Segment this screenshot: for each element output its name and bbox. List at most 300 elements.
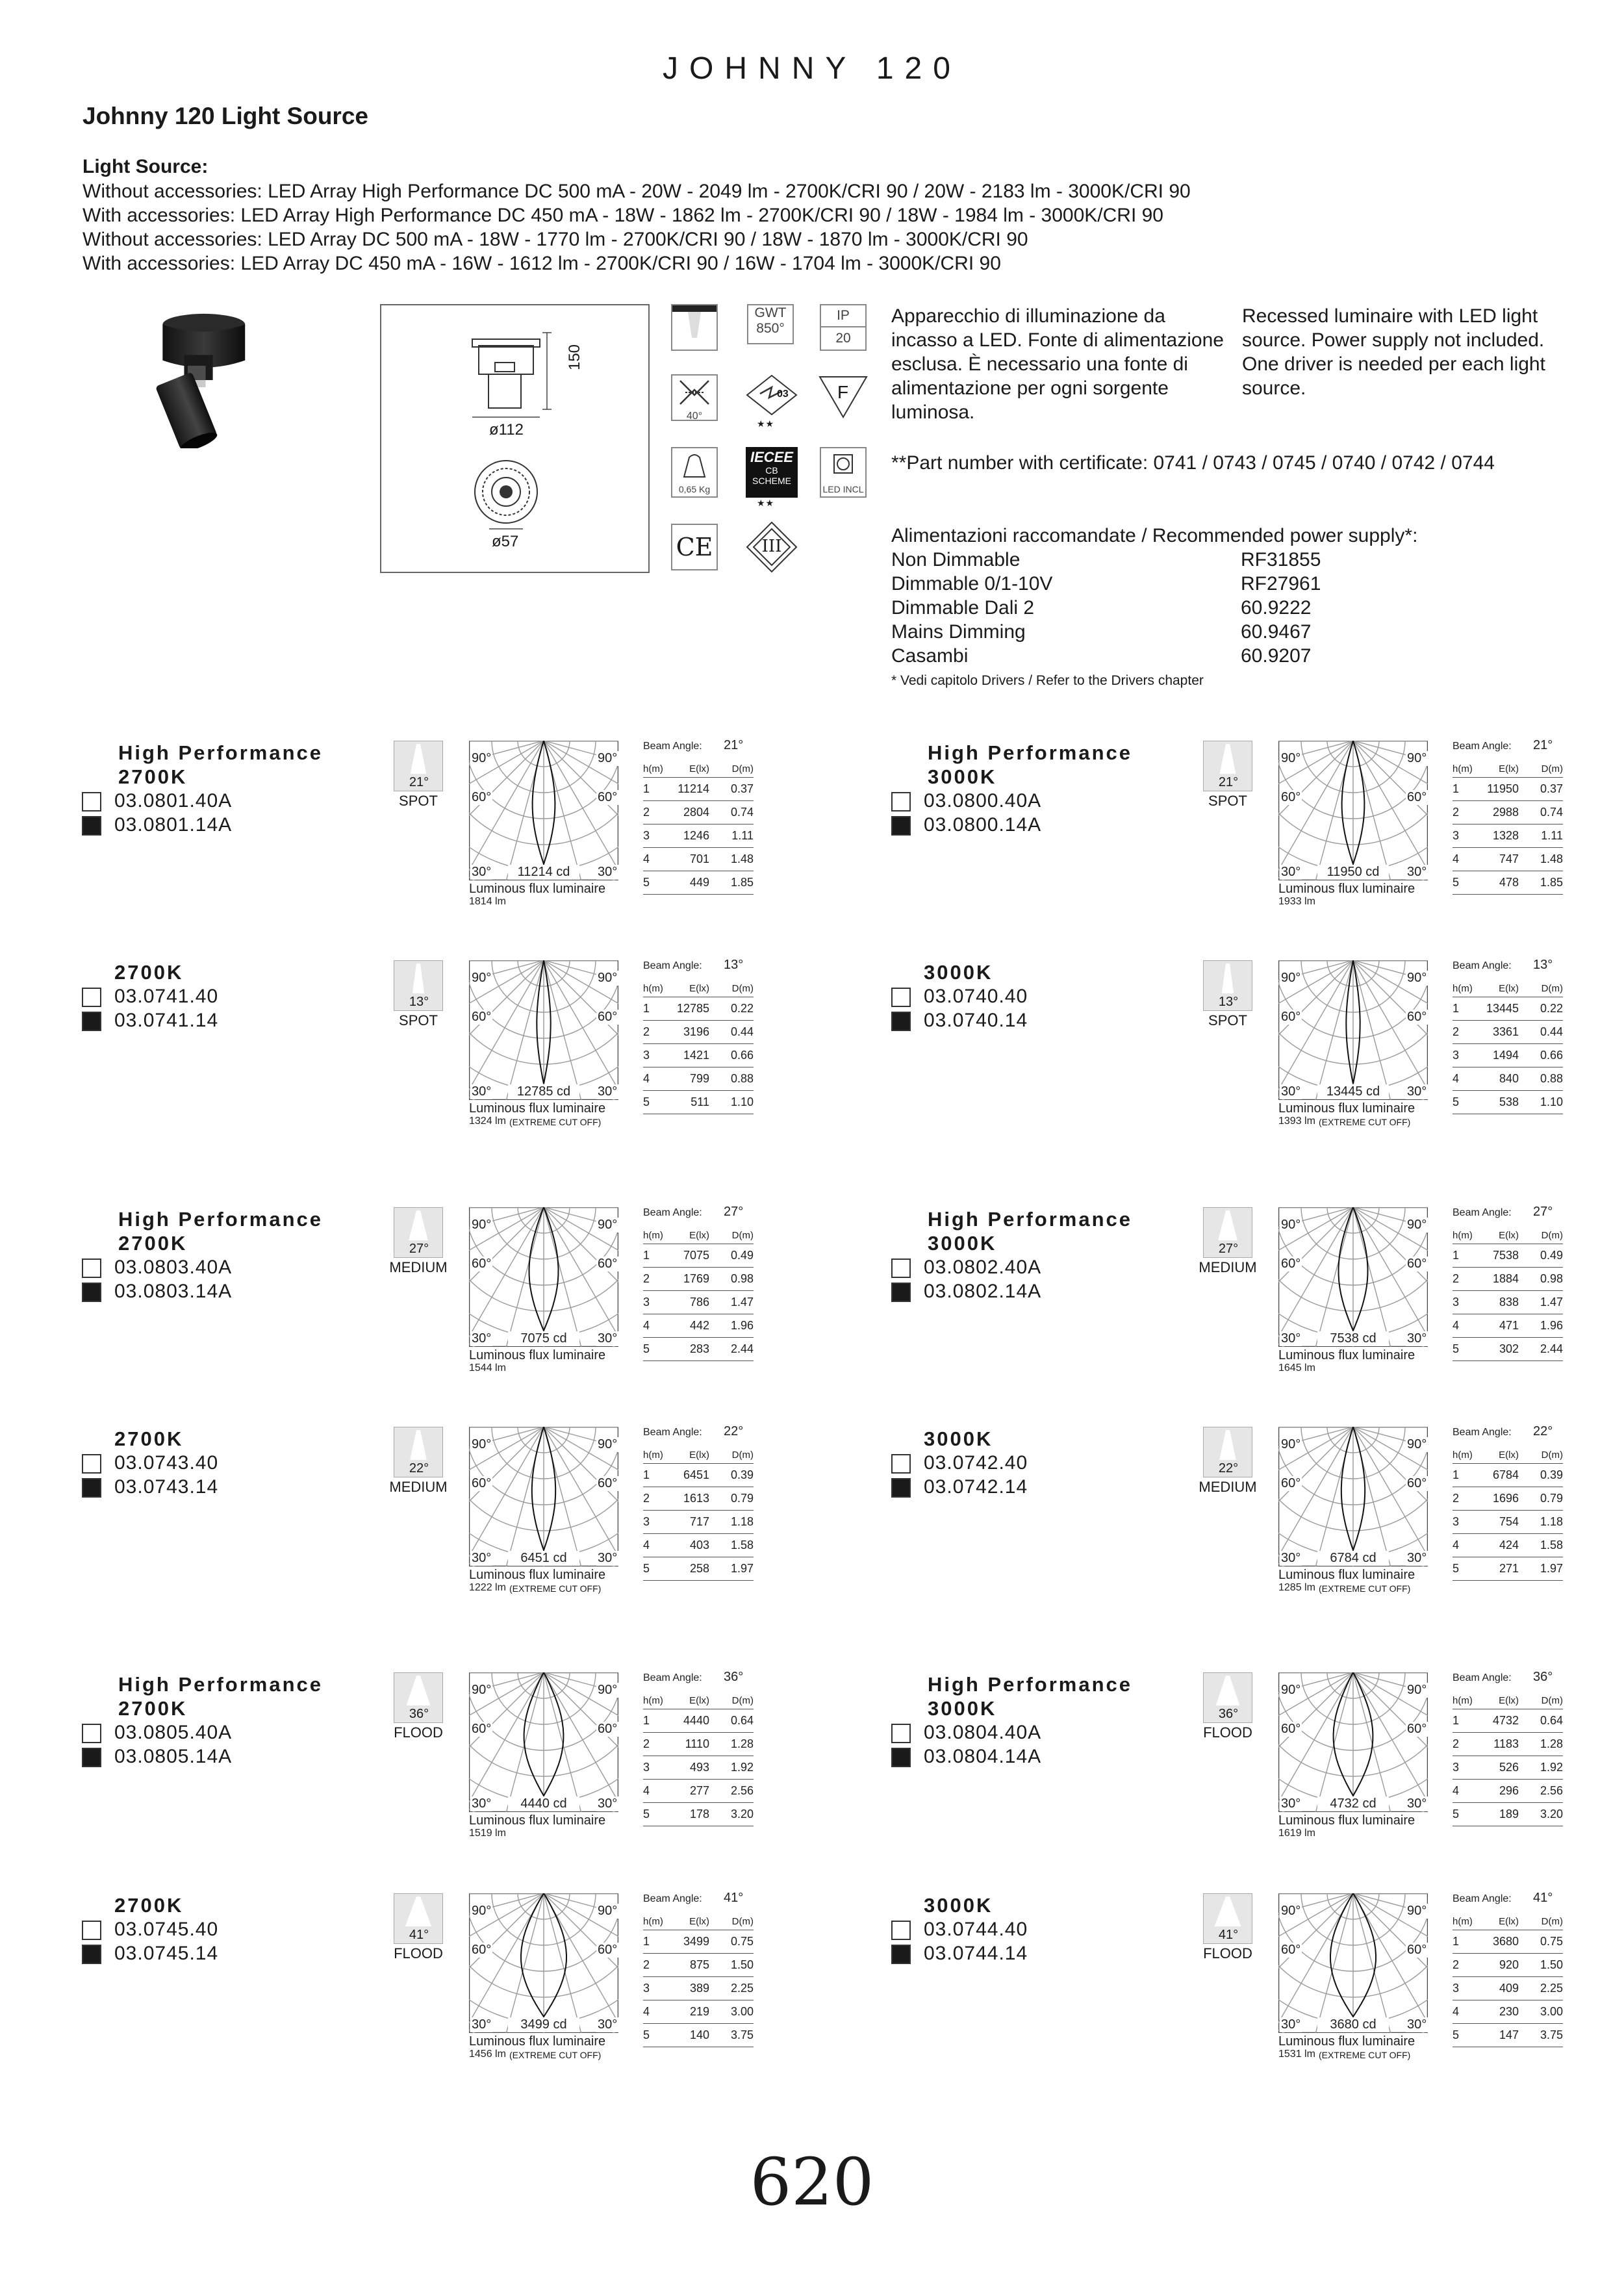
diameter-cell: 1.47 [1540, 1296, 1563, 1309]
diameter-cell: 1.28 [1540, 1737, 1563, 1750]
e-column-header: E(lx) [689, 1915, 709, 1927]
angle-label-60-left: 60° [1281, 1257, 1301, 1271]
diameter-cell: 3.00 [730, 2005, 754, 2018]
table-header-row [643, 1913, 754, 1930]
peak-intensity: 7538 cd [1317, 1331, 1389, 1346]
iecee-text: IECEE [750, 449, 794, 465]
product-code-black: 03.0741.14 [114, 1010, 219, 1031]
peak-intensity: 4732 cd [1317, 1796, 1389, 1811]
illuminance-cell: 7075 [683, 1249, 709, 1262]
beam-type-label: FLOOD [394, 1724, 443, 1741]
beam-angle-value: 21° [409, 775, 429, 789]
height-cell: 5 [643, 1808, 650, 1820]
diameter-cell: 0.44 [730, 1025, 754, 1038]
illuminance-cell: 11214 [678, 782, 709, 795]
angle-label-60-left: 60° [472, 1943, 492, 1957]
illuminance-cell: 538 [1499, 1095, 1519, 1108]
beam-icon [671, 304, 718, 351]
product-block [0, 1893, 812, 2114]
stars-mark: ★★ [757, 418, 775, 429]
illuminance-cell: 1110 [685, 1737, 709, 1750]
diameter-cell: 1.97 [1540, 1562, 1563, 1575]
illuminance-cell: 511 [691, 1095, 709, 1108]
luminous-flux-label: Luminous flux luminaire [469, 2034, 606, 2049]
table-row [643, 1021, 754, 1044]
beam-cone-icon [1204, 1208, 1252, 1242]
d-column-header: D(m) [731, 1915, 754, 1927]
illuminance-cell: 12785 [676, 1002, 709, 1015]
color-temperature: 2700K [118, 1697, 188, 1720]
table-row [1453, 824, 1563, 848]
illuminance-cell: 147 [1499, 2028, 1519, 2041]
table-row [643, 1291, 754, 1314]
angle-label-30-left: 30° [1281, 865, 1301, 879]
iecee-scheme: SCHEME [752, 476, 791, 486]
illuminance-cell: 11950 [1487, 782, 1519, 795]
table-header-row [643, 1446, 754, 1464]
beam-shape-icon [1203, 960, 1252, 1011]
black-finish-swatch [891, 1283, 911, 1302]
table-row [643, 1756, 754, 1780]
black-finish-swatch [891, 816, 911, 836]
color-temperature: 3000K [928, 1232, 997, 1255]
description-italian: Apparecchio di illuminazione da incasso a LED. Fonte di alimentazione esclusa. È necessario una fonte di alimentazione per ogni sorgente luminosa. [891, 305, 1224, 423]
diameter-cell: 0.22 [730, 1002, 754, 1015]
d-column-header: D(m) [731, 1694, 754, 1706]
peak-intensity: 6451 cd [508, 1551, 579, 1566]
luminous-flux-label: Luminous flux luminaire [469, 882, 606, 896]
photometric-table [643, 1227, 754, 1361]
beam-angle-value: 22° [1218, 1461, 1239, 1476]
beam-angle-table-value: 36° [1533, 1670, 1553, 1684]
power-name: Dimmable 0/1-10V [891, 573, 1053, 594]
table-row [1453, 2000, 1563, 2024]
luminous-flux-label: Luminous flux luminaire [469, 1568, 606, 1582]
power-code: RF27961 [1241, 573, 1321, 594]
h-column-header: h(m) [1453, 1694, 1473, 1706]
illuminance-cell: 449 [689, 876, 709, 889]
angle-label-30-left: 30° [472, 1796, 492, 1811]
product-code-black: 03.0802.14A [924, 1281, 1042, 1302]
product-block [0, 960, 812, 1181]
illuminance-cell: 786 [689, 1296, 709, 1309]
color-temperature: 3000K [924, 961, 993, 984]
beam-angle-table-value: 41° [724, 1891, 744, 1905]
black-finish-swatch [82, 816, 101, 836]
angle-label-30-right: 30° [598, 1084, 618, 1099]
luminous-flux-label: Luminous flux luminaire [1278, 1568, 1415, 1582]
angle-label-60-right: 60° [1407, 1722, 1427, 1736]
angle-label-90-left: 90° [1281, 1218, 1301, 1232]
photometric-table [643, 760, 754, 895]
photometric-table [643, 1692, 754, 1826]
beam-shape-icon [394, 960, 443, 1011]
angle-label-30-left: 30° [1281, 1551, 1301, 1565]
height-cell: 3 [643, 1296, 650, 1309]
extreme-cut-off: (EXTREME CUT OFF) [509, 2050, 602, 2060]
iecee-logo [746, 447, 798, 498]
table-row [643, 1930, 754, 1954]
height-cell: 1 [1453, 782, 1460, 795]
height-cell: 5 [643, 1342, 650, 1355]
product-block [0, 1424, 812, 1648]
light-source-line: With accessories: LED Array High Performance DC 450 mA - 18W - 1862 lm - 2700K/CRI 90 / 18W - 1984 lm - 3000K/CRI 90 [82, 205, 1163, 226]
luminous-flux-value: 1645 lm [1278, 1362, 1315, 1373]
angle-label-90-left: 90° [472, 1218, 492, 1232]
product-code-white: 03.0804.40A [924, 1722, 1042, 1743]
angle-label-30-left: 30° [472, 1084, 492, 1099]
beam-cone-icon [1204, 961, 1252, 995]
table-row [643, 801, 754, 824]
table-row [1453, 1464, 1563, 1487]
table-row [1453, 1709, 1563, 1733]
f-mark-icon [817, 374, 869, 421]
diameter-cell: 3.20 [1540, 1808, 1563, 1820]
illuminance-cell: 840 [1499, 1072, 1519, 1085]
gwt-value: 850° [756, 321, 785, 336]
angle-label-30-right: 30° [1407, 2017, 1427, 2032]
beam-angle-table-value: 21° [1533, 738, 1553, 752]
diameter-cell: 0.98 [730, 1272, 754, 1285]
angle-label-60-left: 60° [1281, 1722, 1301, 1736]
angle-label-30-left: 30° [472, 865, 492, 879]
ce-mark-icon [671, 524, 718, 570]
h-column-header: h(m) [643, 1694, 663, 1706]
height-cell: 2 [1453, 1025, 1460, 1038]
beam-angle-label: Beam Angle: [1453, 1893, 1512, 1904]
h-column-header: h(m) [1453, 1915, 1473, 1927]
angle-label-90-left: 90° [1281, 751, 1301, 765]
diameter-cell: 1.47 [730, 1296, 754, 1309]
ip-rating-icon [820, 304, 867, 351]
beam-angle-table-value: 27° [1533, 1205, 1553, 1219]
table-row [1453, 1557, 1563, 1581]
beam-cone-shape [405, 1897, 432, 1926]
luminous-flux-value: 1285 lm [1278, 1582, 1315, 1593]
table-row [1453, 1733, 1563, 1756]
angle-label-60-left: 60° [472, 1476, 492, 1490]
black-finish-swatch [82, 1748, 101, 1767]
brand-title: JOHNNY 120 [663, 51, 961, 86]
beam-angle-label: Beam Angle: [643, 960, 702, 971]
led-incl-label: LED INCL [822, 484, 864, 494]
diameter-cell: 1.85 [730, 876, 754, 889]
top-diameter: ø112 [489, 421, 524, 439]
luminous-flux-value: 1544 lm [469, 1362, 506, 1373]
angle-label-60-right: 60° [598, 1476, 618, 1490]
beam-cone-icon [394, 1208, 442, 1242]
luminous-flux-value: 1519 lm [469, 1828, 506, 1839]
d-column-header: D(m) [1541, 1694, 1563, 1706]
diameter-cell: 3.20 [730, 1808, 754, 1820]
angle-label-60-left: 60° [1281, 1010, 1301, 1024]
d-column-header: D(m) [1541, 982, 1563, 994]
table-row [643, 1244, 754, 1268]
luminous-flux-label: Luminous flux luminaire [1278, 2034, 1415, 2049]
table-row [643, 1709, 754, 1733]
illuminance-cell: 296 [1499, 1784, 1519, 1797]
beam-cone-shape [1220, 744, 1236, 774]
table-header-row [643, 1692, 754, 1709]
height-cell: 3 [643, 1982, 650, 1995]
peak-intensity: 3499 cd [508, 2017, 579, 2032]
beam-shape-icon [1203, 1893, 1252, 1944]
height-cell: 1 [1453, 1468, 1460, 1481]
height-cell: 4 [643, 1539, 650, 1552]
height-cell: 4 [643, 852, 650, 865]
height-cell: 1 [1453, 1935, 1460, 1948]
height-cell: 2 [643, 1492, 650, 1505]
beam-cone-icon [1204, 741, 1252, 775]
e-column-header: E(lx) [689, 982, 709, 994]
diameter-cell: 1.85 [1540, 876, 1563, 889]
product-code-black: 03.0805.14A [114, 1746, 233, 1767]
angle-label-60-left: 60° [1281, 790, 1301, 804]
table-row [643, 2024, 754, 2047]
illuminance-cell: 424 [1499, 1539, 1519, 1552]
table-row [1453, 1930, 1563, 1954]
table-row [1453, 1780, 1563, 1803]
white-finish-swatch [891, 1258, 911, 1278]
photometric-table [1453, 1692, 1563, 1826]
angle-label-30-left: 30° [1281, 1796, 1301, 1811]
table-row [643, 848, 754, 871]
angle-label-90-right: 90° [1407, 1218, 1427, 1232]
angle-label-60-left: 60° [472, 1722, 492, 1736]
illuminance-cell: 478 [1499, 876, 1519, 889]
product-code-black: 03.0803.14A [114, 1281, 233, 1302]
height-cell: 3 [1453, 829, 1460, 842]
illuminance-cell: 471 [1499, 1319, 1519, 1332]
table-row [643, 2000, 754, 2024]
diameter-cell: 0.74 [730, 806, 754, 819]
photometric-table [1453, 1913, 1563, 2047]
color-temperature: 2700K [114, 1894, 184, 1917]
beam-angle-value: 21° [1218, 775, 1239, 789]
illuminance-cell: 258 [689, 1562, 709, 1575]
beam-angle-label: Beam Angle: [1453, 741, 1512, 752]
angle-label-90-right: 90° [1407, 751, 1427, 765]
illuminance-cell: 13445 [1486, 1002, 1519, 1015]
product-code-white: 03.0740.40 [924, 986, 1028, 1007]
d-column-header: D(m) [731, 763, 754, 774]
diameter-cell: 0.64 [1540, 1714, 1563, 1727]
diameter-cell: 1.18 [1540, 1515, 1563, 1528]
angle-label-90-left: 90° [1281, 971, 1301, 985]
product-photo [143, 312, 247, 448]
table-row [1453, 1977, 1563, 2000]
table-row [1453, 801, 1563, 824]
angle-label-90-left: 90° [1281, 1437, 1301, 1451]
illuminance-cell: 1246 [683, 829, 709, 842]
h-column-header: h(m) [643, 1915, 663, 1927]
beam-cone-icon [394, 961, 442, 995]
illuminance-cell: 799 [689, 1072, 709, 1085]
class-iii-icon [746, 521, 798, 573]
product-block [809, 1893, 1621, 2114]
diameter-cell: 0.44 [1540, 1025, 1563, 1038]
height-cell: 3 [1453, 1515, 1460, 1528]
beam-type-label: SPOT [399, 793, 438, 809]
photometric-table [643, 1446, 754, 1581]
photometric-table [1453, 1446, 1563, 1581]
angle-label-30-right: 30° [598, 2017, 618, 2032]
angle-value: 40° [686, 411, 703, 422]
product-code-white: 03.0801.40A [114, 790, 233, 811]
height-cell: 2 [643, 1958, 650, 1971]
diameter-cell: 0.22 [1540, 1002, 1563, 1015]
angle-label-90-right: 90° [1407, 1683, 1427, 1697]
angle-label-90-left: 90° [472, 1904, 492, 1918]
illuminance-cell: 409 [1499, 1982, 1519, 1995]
height-cell: 3 [1453, 1049, 1460, 1062]
diameter-cell: 0.88 [730, 1072, 754, 1085]
black-finish-swatch [891, 1478, 911, 1498]
power-code: RF31855 [1241, 549, 1321, 570]
beam-cone-shape [1215, 1897, 1241, 1926]
beam-cone-shape [412, 964, 424, 993]
diameter-cell: 0.79 [1540, 1492, 1563, 1505]
beam-angle-value: 22° [409, 1461, 429, 1476]
product-code-white: 03.0800.40A [924, 790, 1042, 811]
table-row [643, 1733, 754, 1756]
illuminance-cell: 4440 [683, 1714, 709, 1727]
illuminance-cell: 6451 [683, 1468, 709, 1481]
diameter-cell: 0.49 [1540, 1249, 1563, 1262]
diameter-cell: 1.11 [1541, 829, 1563, 842]
white-finish-swatch [82, 1454, 101, 1474]
height-cell: 5 [1453, 2028, 1460, 2041]
luminous-flux-label: Luminous flux luminaire [469, 1101, 606, 1116]
diameter-cell: 1.18 [730, 1515, 754, 1528]
beam-type-label: FLOOD [1203, 1945, 1252, 1961]
angle-label-90-right: 90° [598, 971, 618, 985]
beam-type-label: SPOT [1208, 793, 1247, 809]
luminous-flux-value: 1222 lm [469, 1582, 506, 1593]
height-cell: 1 [643, 1249, 650, 1262]
beam-cone-shape [410, 1430, 427, 1460]
high-performance-label: High Performance [928, 1208, 1133, 1231]
diameter-cell: 2.56 [730, 1784, 754, 1797]
beam-shape-icon [394, 1427, 443, 1477]
e-column-header: E(lx) [1499, 1915, 1519, 1927]
beam-angle-table-value: 21° [724, 738, 744, 752]
beam-shape-icon [1203, 1207, 1252, 1258]
illuminance-cell: 277 [689, 1784, 709, 1797]
illuminance-cell: 920 [1499, 1958, 1519, 1971]
luminous-flux-value: 1619 lm [1278, 1828, 1315, 1839]
light-source-line: Without accessories: LED Array High Performance DC 500 mA - 20W - 2049 lm - 2700K/CRI 90 / 20W - 2183 lm - 3000K/CRI 90 [82, 181, 1191, 202]
illuminance-cell: 230 [1499, 2005, 1519, 2018]
angle-label-90-right: 90° [598, 1218, 618, 1232]
illuminance-cell: 7538 [1492, 1249, 1519, 1262]
illuminance-cell: 189 [1499, 1808, 1519, 1820]
high-performance-label: High Performance [928, 1673, 1133, 1696]
height-cell: 3 [643, 1049, 650, 1062]
table-row [643, 1534, 754, 1557]
white-finish-swatch [82, 1921, 101, 1940]
beam-angle-label: Beam Angle: [643, 1672, 702, 1683]
technical-drawing-box [380, 304, 650, 573]
peak-intensity: 3680 cd [1317, 2017, 1389, 2032]
color-temperature: 2700K [114, 961, 184, 984]
led-included-icon [820, 447, 867, 498]
e-column-header: E(lx) [1499, 1694, 1519, 1706]
illuminance-cell: 283 [689, 1342, 709, 1355]
weight-icon [671, 447, 718, 498]
diameter-cell: 3.75 [730, 2028, 754, 2041]
table-row [1453, 1534, 1563, 1557]
illuminance-cell: 2804 [683, 806, 709, 819]
beam-cone-icon [1204, 1673, 1252, 1707]
illuminance-cell: 442 [689, 1319, 709, 1332]
illuminance-cell: 754 [1499, 1515, 1519, 1528]
beam-cone-icon [1204, 1894, 1252, 1928]
height-cell: 2 [1453, 1272, 1460, 1285]
height-cell: 5 [1453, 1562, 1460, 1575]
table-row [643, 871, 754, 895]
table-row [1453, 1511, 1563, 1534]
color-temperature: 3000K [924, 1427, 993, 1450]
beam-shape-icon [394, 741, 443, 791]
diameter-cell: 0.88 [1540, 1072, 1563, 1085]
color-temperature: 3000K [928, 1697, 997, 1720]
high-performance-label: High Performance [118, 1673, 324, 1696]
photometric-table [1453, 760, 1563, 895]
beam-type-label: MEDIUM [389, 1479, 448, 1495]
height-cell: 4 [1453, 1319, 1460, 1332]
table-row [643, 1067, 754, 1091]
angle-label-30-right: 30° [1407, 1331, 1427, 1346]
illuminance-cell: 3499 [683, 1935, 709, 1948]
light-source-line: Without accessories: LED Array DC 500 mA - 18W - 1770 lm - 2700K/CRI 90 / 18W - 1870 lm - 3000K/CRI 90 [82, 229, 1028, 250]
height-cell: 1 [1453, 1002, 1460, 1015]
diameter-cell: 0.39 [730, 1468, 754, 1481]
illuminance-cell: 271 [1499, 1562, 1519, 1575]
table-row [643, 1977, 754, 2000]
table-row [1453, 1954, 1563, 1977]
illuminance-cell: 1421 [683, 1049, 709, 1062]
table-header-row [1453, 760, 1563, 778]
e-column-header: E(lx) [689, 1449, 709, 1461]
diameter-cell: 2.44 [1540, 1342, 1563, 1355]
table-row [1453, 1021, 1563, 1044]
diameter-cell: 2.25 [1540, 1982, 1563, 1995]
illuminance-cell: 1884 [1492, 1272, 1519, 1285]
angle-label-60-right: 60° [1407, 790, 1427, 804]
e-column-header: E(lx) [689, 1229, 709, 1241]
height-cell: 2 [1453, 1737, 1460, 1750]
h-column-header: h(m) [643, 982, 663, 994]
glow-wire-icon [747, 304, 794, 344]
beam-cone-shape [407, 1676, 431, 1706]
illuminance-cell: 3680 [1492, 1935, 1519, 1948]
height-cell: 4 [1453, 852, 1460, 865]
illuminance-cell: 6784 [1492, 1468, 1519, 1481]
table-header-row [1453, 1913, 1563, 1930]
beam-cone-shape [1222, 964, 1234, 993]
table-row [643, 1314, 754, 1338]
weight-value: 0,65 Kg [678, 484, 711, 494]
height-cell: 3 [1453, 1982, 1460, 1995]
table-row [1453, 1244, 1563, 1268]
table-row [1453, 1067, 1563, 1091]
h-column-header: h(m) [1453, 1229, 1473, 1241]
beam-shape-icon [394, 1672, 443, 1723]
black-finish-swatch [891, 1748, 911, 1767]
height-cell: 2 [643, 1737, 650, 1750]
height-cell: 1 [1453, 1249, 1460, 1262]
